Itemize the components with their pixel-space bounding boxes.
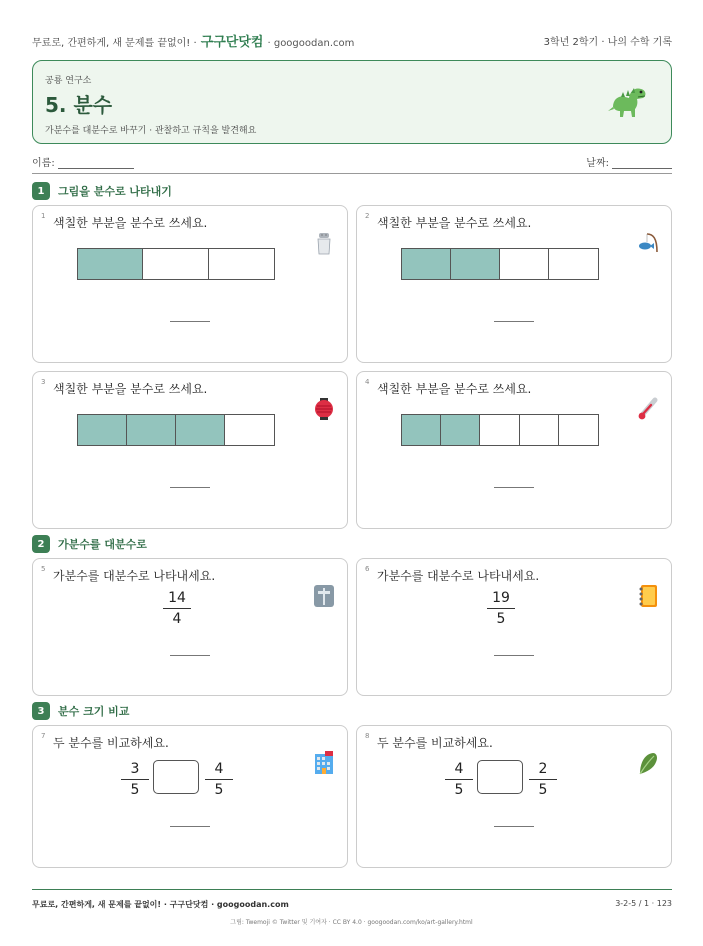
page-title: 5. 분수: [45, 93, 113, 117]
date-label: 날짜:: [586, 158, 609, 169]
page-header: [32, 30, 672, 50]
problem-card-2: [356, 205, 672, 363]
section-1-title: [32, 182, 172, 200]
bar-cell-shaded: [78, 249, 143, 279]
problem-number: 6: [365, 565, 370, 573]
date-field: [586, 154, 672, 169]
thermometer-icon: [637, 396, 659, 422]
answer-line[interactable]: [494, 321, 534, 322]
problem-number: 3: [41, 378, 46, 386]
answer-line[interactable]: [170, 487, 210, 488]
bar-cell-shaded: [402, 415, 441, 445]
name-field: [32, 154, 134, 169]
leafy-green-icon: [637, 750, 659, 776]
denominator: 4: [172, 611, 182, 627]
problem-card-7: [32, 725, 348, 868]
fraction-bar: [401, 248, 599, 280]
problem-prompt: 가분수를 대분수로 나타내세요.: [53, 569, 216, 583]
answer-line[interactable]: [170, 655, 210, 656]
bar-cell: [209, 249, 274, 279]
title-card: [32, 60, 672, 144]
fraction-bar-line: [529, 779, 557, 780]
bar-cell-shaded: [451, 249, 500, 279]
bar-cell-shaded: [402, 249, 451, 279]
red-lantern-icon: [313, 396, 335, 422]
fraction-bar-line: [487, 608, 515, 609]
problem-card-5: [32, 558, 348, 696]
improper-fraction: [487, 589, 515, 628]
problem-number: 5: [41, 565, 46, 573]
bar-cell: [480, 415, 519, 445]
problem-number: 2: [365, 212, 370, 220]
footer-divider: [32, 889, 672, 890]
section-number: 3: [32, 702, 50, 720]
answer-line[interactable]: [170, 321, 210, 322]
title-category: 공룡 연구소: [45, 76, 92, 86]
numerator: 19: [492, 590, 510, 606]
bar-cell: [520, 415, 559, 445]
office-building-icon: [313, 750, 335, 776]
fishing-pole-icon: [637, 230, 659, 256]
fraction-bar-line: [445, 779, 473, 780]
denominator: 5: [538, 782, 548, 798]
date-blank[interactable]: [612, 168, 672, 169]
title-subtitle: 가분수를 대분수로 바꾸기 · 관찰하고 규칙을 발견해요: [45, 126, 257, 136]
denominator: 5: [496, 611, 506, 627]
header-tagline: 무료로, 간편하게, 새 문제를 끝없이! ·: [32, 37, 197, 49]
bar-cell-shaded: [441, 415, 480, 445]
problem-card-4: [356, 371, 672, 529]
problem-card-1: [32, 205, 348, 363]
comparison-box[interactable]: [153, 760, 199, 794]
numerator: 4: [214, 761, 224, 777]
numerator: 4: [454, 761, 464, 777]
fraction-bar-line: [205, 779, 233, 780]
notebook-icon: [637, 583, 659, 609]
bar-cell: [549, 249, 598, 279]
bar-cell: [225, 415, 274, 445]
name-date-row: [32, 150, 672, 174]
numerator: 2: [538, 761, 548, 777]
problem-card-8: [356, 725, 672, 868]
section-title-text: 그림을 분수로 나타내기: [58, 185, 172, 198]
left-fraction: [121, 760, 149, 799]
problem-prompt: 색칠한 부분을 분수로 쓰세요.: [53, 382, 208, 396]
bar-cell: [143, 249, 208, 279]
answer-line[interactable]: [494, 487, 534, 488]
denominator: 5: [454, 782, 464, 798]
problem-prompt: 가분수를 대분수로 나타내세요.: [377, 569, 540, 583]
left-fraction: [445, 760, 473, 799]
answer-line[interactable]: [494, 655, 534, 656]
right-fraction: [529, 760, 557, 799]
denominator: 5: [130, 782, 140, 798]
dinosaur-icon: [607, 81, 649, 123]
fraction-bar: [77, 248, 275, 280]
improper-fraction: [163, 589, 191, 628]
problem-card-3: [32, 371, 348, 529]
problem-number: 4: [365, 378, 370, 386]
section-number: 1: [32, 182, 50, 200]
bar-cell: [559, 415, 598, 445]
section-number: 2: [32, 535, 50, 553]
denominator: 5: [214, 782, 224, 798]
footer-left: 무료로, 간편하게, 새 문제를 끝없이! · 구구단닷컴 · googoodan.com: [32, 900, 289, 909]
problem-prompt: 두 분수를 비교하세요.: [53, 736, 169, 750]
problem-number: 1: [41, 212, 46, 220]
answer-line[interactable]: [494, 826, 534, 827]
footer-page-info: 3-2-5 / 1 · 123: [615, 899, 672, 908]
numerator: 3: [130, 761, 140, 777]
salt-shaker-icon: [313, 230, 335, 256]
right-fraction: [205, 760, 233, 799]
problem-prompt: 색칠한 부분을 분수로 쓰세요.: [53, 216, 208, 230]
problem-number: 7: [41, 732, 46, 740]
section-3-title: [32, 702, 129, 720]
bar-cell-shaded: [176, 415, 225, 445]
bar-cell-shaded: [127, 415, 176, 445]
fraction-bar: [401, 414, 599, 446]
problem-prompt: 두 분수를 비교하세요.: [377, 736, 493, 750]
answer-line[interactable]: [170, 826, 210, 827]
problem-prompt: 색칠한 부분을 분수로 쓰세요.: [377, 216, 532, 230]
header-site: · googoodan.com: [267, 37, 355, 49]
problem-card-6: [356, 558, 672, 696]
section-title-text: 가분수를 대분수로: [58, 538, 147, 551]
numerator: 14: [168, 590, 186, 606]
section-2-title: [32, 535, 147, 553]
header-grade-info: 3학년 2학기 · 나의 수학 기록: [543, 36, 672, 48]
bar-cell-shaded: [78, 415, 127, 445]
problem-prompt: 색칠한 부분을 분수로 쓰세요.: [377, 382, 532, 396]
name-blank[interactable]: [58, 168, 134, 169]
fraction-bar-line: [163, 608, 191, 609]
fraction-bar: [77, 414, 275, 446]
header-brand: 구구단닷컴: [200, 34, 264, 50]
name-label: 이름:: [32, 158, 55, 169]
problem-number: 8: [365, 732, 370, 740]
bar-cell: [500, 249, 549, 279]
signpost-icon: [313, 583, 335, 609]
header-left: [32, 31, 354, 50]
section-title-text: 분수 크기 비교: [58, 705, 130, 718]
fraction-bar-line: [121, 779, 149, 780]
footer-credits: 그림: Twemoji © Twitter 및 기여자 · CC BY 4.0 · googoodan.com/ko/art-gallery.html: [230, 919, 473, 926]
comparison-box[interactable]: [477, 760, 523, 794]
